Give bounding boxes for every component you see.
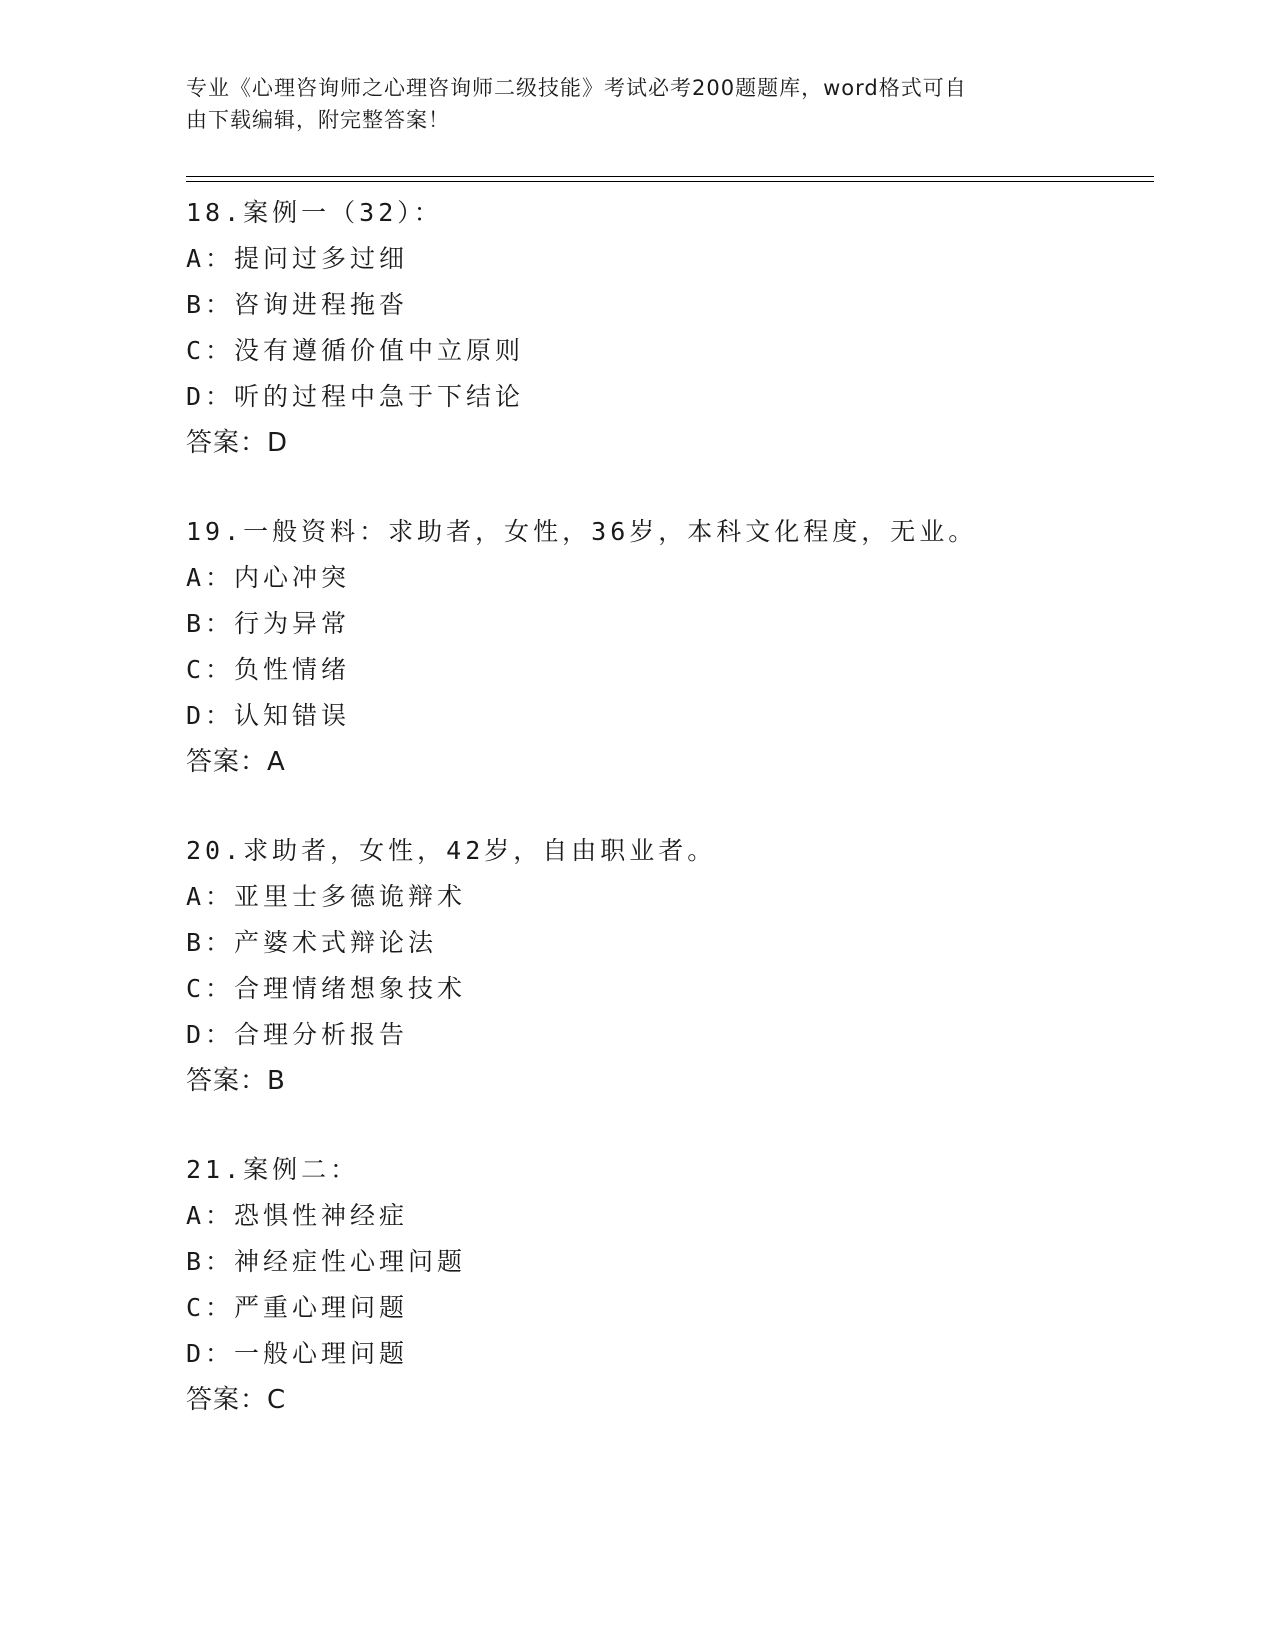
option-a: A：提问过多过细 [186,244,409,273]
question-18 [186,190,1154,466]
question-list [186,190,1154,1466]
header-divider-bottom [186,181,1154,182]
option-b: B：行为异常 [186,609,351,638]
question-21 [186,1147,1154,1423]
option-c: C：合理情绪想象技术 [186,974,467,1003]
question-stem: 21.案例二： [186,1155,360,1184]
option-c: C：严重心理问题 [186,1293,409,1322]
header-line-1: 专业《心理咨询师之心理咨询师二级技能》考试必考200题题库，word格式可自 [186,76,967,100]
option-a: A：亚里士多德诡辩术 [186,882,467,911]
header-line-2: 由下载编辑，附完整答案！ [186,108,450,132]
answer-label: 答案：C [186,1385,287,1415]
option-c: C：负性情绪 [186,655,351,684]
option-a: A：内心冲突 [186,563,351,592]
answer-label: 答案：D [186,428,289,458]
option-b: B：咨询进程拖沓 [186,290,409,319]
question-stem: 20.求助者，女性，42岁，自由职业者。 [186,836,717,865]
document-header [186,72,1066,136]
option-a: A：恐惧性神经症 [186,1201,409,1230]
option-d: D：合理分析报告 [186,1020,409,1049]
question-20 [186,828,1154,1104]
option-b: B：神经症性心理问题 [186,1247,467,1276]
option-d: D：认知错误 [186,701,351,730]
option-d: D：一般心理问题 [186,1339,409,1368]
question-19 [186,509,1154,785]
option-d: D：听的过程中急于下结论 [186,382,525,411]
option-c: C：没有遵循价值中立原则 [186,336,525,365]
question-stem: 19.一般资料：求助者，女性，36岁，本科文化程度，无业。 [186,517,978,546]
answer-label: 答案：A [186,747,286,777]
option-b: B：产婆术式辩论法 [186,928,438,957]
question-stem: 18.案例一（32）： [186,198,443,227]
answer-label: 答案：B [186,1066,286,1096]
header-divider-top [186,176,1154,177]
